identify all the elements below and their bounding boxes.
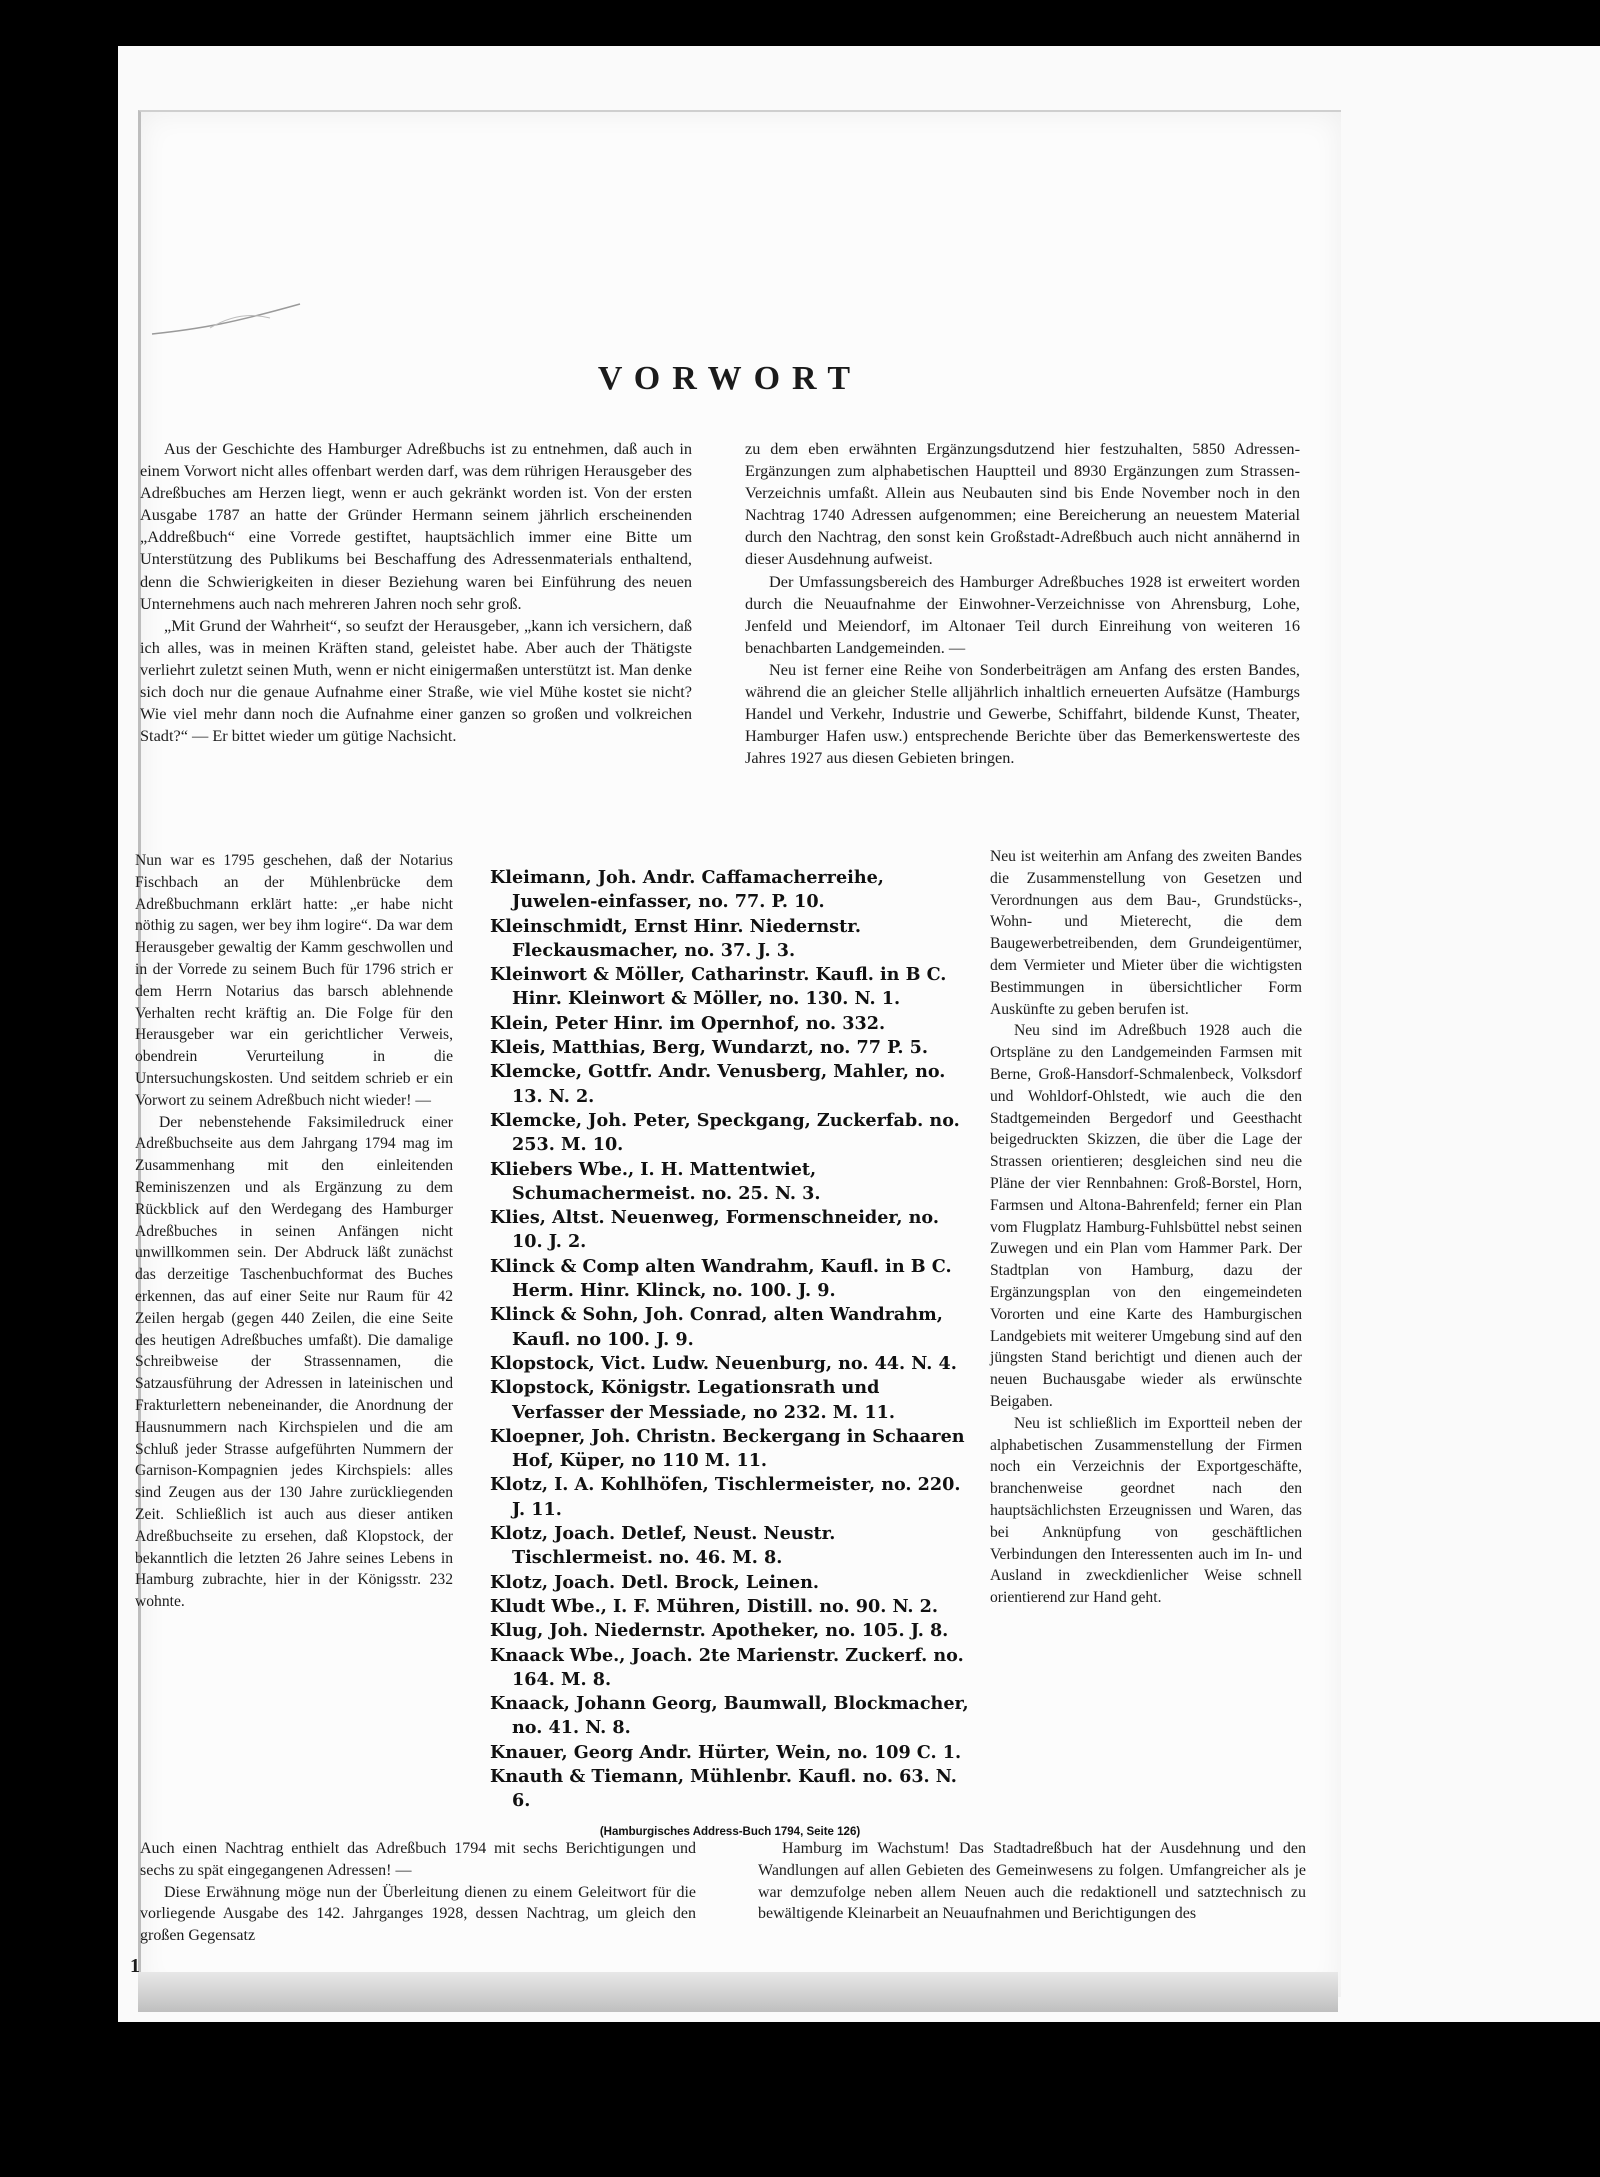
facsimile-entry: Klotz, Joach. Detlef, Neust. Neustr. Tischlermeist. no. 46. M. 8. [490, 1523, 836, 1569]
facsimile-entry: Klinck & Sohn, Joh. Conrad, alten Wandrahm, Kaufl. no 100. J. 9. [490, 1304, 943, 1350]
paragraph: Der nebenstehende Faksimiledruck einer Adreßbuchseite aus dem Jahrgang 1794 mag im Zusammenhang mit den einleitenden Reminiszenzen und als Ergänzung zu dem Rückblick auf den Werdegang des Hamburger Adreßbuches in seinen Anfängen nicht unwillkommen sein. Der Abdruck läßt zunächst das derzeitige Taschenbuchformat des Buches erkennen, das auf einer Seite nur Raum für 42 Zeilen hergab (gegen 440 Zeilen, die eine Seite des heutigen Adreßbuches umfaßt). Die damalige Schreibweise der Strassennamen, die Satzausführung der Adressen in lateinischen und Frakturlettern nebeneinander, die Anordnung der Hausnummern nach Kirchspielen und die am Schluß jeder Strasse aufgeführten Nummern der Garnison-Kompagnien jedes Kirchspiels: alles sind Zeugen aus der 130 Jahre zurückliegenden Zeit. Schließlich ist auch aus dieser antiken Adreßbuchseite zu ersehen, daß Klopstock, der bekanntlich die letzten 26 Jahre seines Lebens in Hamburg zubrachte, hier in der Königsstr. 232 wohnte. [135, 1113, 453, 1611]
facsimile-entry: Knauth & Tiemann, Mühlenbr. Kaufl. no. 63. N. 6. [490, 1765, 957, 1812]
facsimile-entry: Knaack Wbe., Joach. 2te Marienstr. Zuckerf. no. 164. M. 8. [490, 1644, 964, 1690]
scan-border-bottom [0, 2022, 1600, 2177]
scan-border-top [0, 0, 1600, 46]
facsimile-1794-page [490, 866, 970, 1855]
paragraph: Aus der Geschichte des Hamburger Adreßbuchs ist zu entnehmen, daß auch in einem Vorwort nicht alles offenbart werden darf, was dem rührigen Herausgeber des Adreßbuches am Herzen liegt, wenn er auch gekränkt worden ist. Von der ersten Ausgabe 1787 an hatte der Gründer Hermann seinem jährlich erscheinenden „Addreßbuch“ eine Vorrede gestiftet, hauptsächlich immer eine Bitte um Unterstützung des Publikums bei Beschaffung des Adressenmaterials enthaltend, denn die Schwierigkeiten in dieser Beziehung waren bei Einführung des neuen Unternehmens auch nach mehreren Jahren noch sehr groß. [140, 439, 692, 613]
facsimile-entry: Klemcke, Joh. Peter, Speckgang, Zuckerfab. no. 253. M. 10. [490, 1109, 960, 1156]
column-right-middle [990, 846, 1302, 1609]
column-right-top [745, 438, 1300, 769]
paragraph: Nun war es 1795 geschehen, daß der Notarius Fischbach an der Mühlenbrücke dem Adreßbuchmann erklärt hatte: „er habe nicht nöthig zu sagen, wer bey ihm logire“. Da war dem Herausgeber gewaltig der Kamm geschwollen und in der Vorrede zu seinem Buch für 1796 strich er dem Herrn Notarius das barsch ablehnende Verhalten recht kräftig an. Die Folge für den Herausgeber war ein gerichtlicher Verweis, obendrein Verurteilung in die Untersuchungskosten. Und seitdem schrieb er ein Vorwort zu seinem Adreßbuch nicht wieder! — [135, 852, 453, 1109]
paragraph: Hamburg im Wachstum! Das Stadtadreßbuch hat der Ausdehnung und den Wandlungen auf allen Gebieten des Gemeinwesens zu folgen. Umfangreicher als je war demzufolge neben allem Neuen auch die redaktionell und satztechnisch zu bewältigende Kleinarbeit an Neuaufnahmen und Berichtigungen des [758, 1840, 1306, 1923]
paragraph: Neu ist ferner eine Reihe von Sonderbeiträgen am Anfang des ersten Bandes, während die an gleicher Stelle alljährlich inhaltlich erneuerten Aufsätze (Hamburgs Handel und Verkehr, Industrie und Gewerbe, Schiffahrt, bildende Kunst, Theater, Hamburger Hafen usw.) entsprechende Berichte über das Bemerkenswerteste des Jahres 1927 aus diesen Gebieten bringen. [745, 659, 1300, 768]
facsimile-entry: Klotz, Joach. Detl. Brock, Leinen. [490, 1571, 819, 1593]
facsimile-entry: Klug, Joh. Niedernstr. Apotheker, no. 105. J. 8. [490, 1620, 949, 1642]
column-right-bottom [758, 1838, 1306, 1925]
page-number: 1 [130, 1955, 140, 1977]
page-title: VORWORT [597, 360, 863, 397]
facsimile-entry: Klein, Peter Hinr. im Opernhof, no. 332. [490, 1012, 886, 1034]
paragraph: Auch einen Nachtrag enthielt das Adreßbuch 1794 mit sechs Berichtigungen und sechs zu spät eingegangenen Adressen! — [140, 1840, 696, 1879]
facsimile-entry: Klopstock, Vict. Ludw. Neuenburg, no. 44. N. 4. [490, 1352, 957, 1374]
column-left-bottom [140, 1838, 696, 1947]
facsimile-entry: Kleinwort & Möller, Catharinstr. Kaufl. in B C. Hinr. Kleinwort & Möller, no. 130. N. 1. [490, 964, 947, 1010]
column-left-top [140, 438, 692, 747]
facsimile-entry: Knauer, Georg Andr. Hürter, Wein, no. 109 C. 1. [490, 1741, 962, 1763]
facsimile-entry: Klopstock, Königstr. Legationsrath und Verfasser der Messiade, no 232. M. 11. [490, 1377, 896, 1423]
facsimile-entry: Knaack, Johann Georg, Baumwall, Blockmacher, no. 41. N. 8. [490, 1693, 969, 1739]
pencil-scribble-mark [150, 300, 310, 340]
scan-border-left [0, 0, 118, 2177]
paragraph: Neu ist schließlich im Exportteil neben der alphabetischen Zusammenstellung der Firmen noch ein Verzeichnis der Exportgeschäfte, branchenweise geordnet nach den hauptsächlichsten Erzeugnissen und Waren, das bei Anknüpfung von geschäftlichen Verbindungen den Interessenten auch im In- und Ausland in zweckdienlicher Weise schnell orientierend zur Hand geht. [990, 1414, 1302, 1607]
paragraph: Der Umfassungsbereich des Hamburger Adreßbuches 1928 ist erweitert worden durch die Neuaufnahme der Einwohner-Verzeichnisse von Ahrensburg, Lohe, Jenfeld und Meiendorf, im Altonaer Teil durch Einreihung von weiteren 16 benachbarten Landgemeinden. — [745, 571, 1300, 657]
paragraph: Neu ist weiterhin am Anfang des zweiten Bandes die Zusammenstellung von Gesetzen und Verordnungen aus dem Bau-, Grundstücks-, Wohn- und Mieterecht, die dem Baugewerbetreibenden, dem Grundeigentümer, dem Vermieter und Mieter über die wichtigsten Bestimmungen in übersichtlicher Form Auskünfte zu geben berufen ist. [990, 848, 1302, 1018]
facsimile-entry: Kleis, Matthias, Berg, Wundarzt, no. 77 P. 5. [490, 1037, 929, 1059]
facsimile-entry: Klemcke, Gottfr. Andr. Venusberg, Mahler, no. 13. N. 2. [490, 1061, 946, 1107]
page-bottom-shadow [138, 1972, 1338, 2012]
column-left-middle [135, 850, 453, 1613]
facsimile-entry: Kliebers Wbe., I. H. Mattentwiet, Schumachermeist. no. 25. N. 3. [490, 1158, 821, 1204]
facsimile-entry: Kludt Wbe., I. F. Mühren, Distill. no. 90. N. 2. [490, 1595, 939, 1617]
facsimile-caption: (Hamburgisches Address-Buch 1794, Seite 126) [599, 1825, 861, 1838]
facsimile-entry: Kleimann, Joh. Andr. Caffamacherreihe, Juwelen-einfasser, no. 77. P. 10. [490, 867, 884, 913]
paragraph: zu dem eben erwähnten Ergänzungsdutzend hier festzuhalten, 5850 Adressen-Ergänzungen zum alphabetischen Hauptteil und 8930 Ergänzungen zum Strassen-Verzeichnis umfaßt. Allein aus Neubauten sind bis Ende November noch in den Nachtrag 1740 Adressen aufgenommen; eine Bereicherung an neuestem Material durch den Nachtrag, den sonst kein Großstadt-Adreßbuch auch nicht annähernd in dieser Ausdehnung aufweist. [745, 439, 1300, 569]
facsimile-entry: Klies, Altst. Neuenweg, Formenschneider, no. 10. J. 2. [490, 1207, 939, 1253]
facsimile-entry: Klinck & Comp alten Wandrahm, Kaufl. in B C. Herm. Hinr. Klinck, no. 100. J. 9. [490, 1255, 952, 1302]
facsimile-entry: Klotz, I. A. Kohlhöfen, Tischlermeister, no. 220. J. 11. [490, 1474, 961, 1520]
facsimile-entry: Kloepner, Joh. Christn. Beckergang in Schaaren Hof, Küper, no 110 M. 11. [490, 1425, 965, 1472]
paragraph: „Mit Grund der Wahrheit“, so seufzt der Herausgeber, „kann ich versichern, daß ich alles, was in meinen Kräften stand, geleistet habe. Aber auch der Thätigste verliehrt zuletzt seinen Muth, wenn er nicht einigermaßen unterstützt ist. Man denke sich doch nur die genaue Aufnahme einer Straße, wie viel Mühe kostet sie nicht? Wie viel mehr dann noch die Aufnahme einer ganzen so großen und volkreichen Stadt?“ — Er bittet wieder um gütige Nachsicht. [140, 615, 692, 746]
facsimile-entry: Kleinschmidt, Ernst Hinr. Niedernstr. Fleckausmacher, no. 37. J. 3. [490, 915, 861, 961]
paragraph: Diese Erwähnung möge nun der Überleitung dienen zu einem Geleitwort für die vorliegende Ausgabe des 142. Jahrganges 1928, dessen Nachtrag, um gleich den großen Gegensatz [140, 1883, 696, 1945]
paragraph: Neu sind im Adreßbuch 1928 auch die Ortspläne zu den Landgemeinden Farmsen mit Berne, Groß-Hansdorf-Schmalenbeck, Volksdorf und Wohldorf-Ohlstedt, wie auch die den Stadtgemeinden Bergedorf und Geesthacht beigedruckten Skizzen, die über die Lage der Strassen orientieren; desgleichen sind neu die Pläne der vier Rennbahnen: Groß-Borstel, Horn, Farmsen und Altona-Bahrenfeld; ferner ein Plan vom Flugplatz Hamburg-Fuhlsbüttel nebst seinen Zuwegen und ein Plan vom Hammer Park. Der Stadtplan von Hamburg, dazu der Ergänzungsplan von den eingemeindeten Vororten und eine Karte des Hamburgischen Landgebiets mit weiterer Umgebung sind auf den jüngsten Stand berichtigt und dienen auch der neuen Buchausgabe wieder als erwünschte Beigaben. [990, 1022, 1302, 1410]
